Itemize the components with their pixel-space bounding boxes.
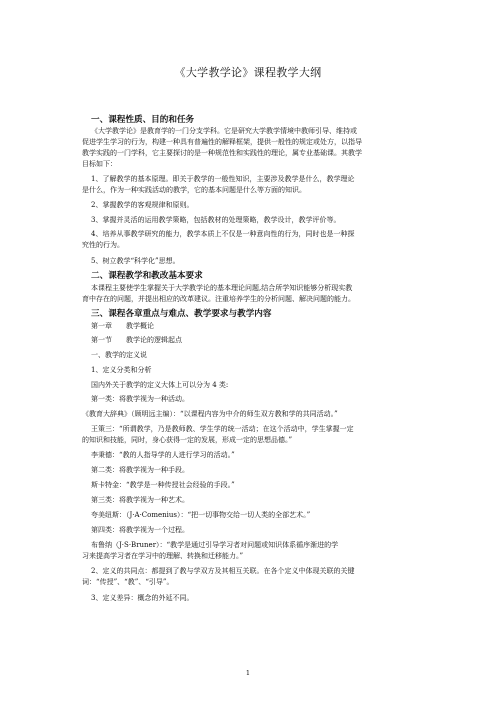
content-line: 布鲁纳（J·S·Bruner）：“教学是通过引导学习者对问题或知识体系循序渐进的学 bbox=[91, 541, 339, 549]
content-line: 2、定义的共同点：都提到了教与学双方及其相互关联。在各个定义中体现关联的关键 bbox=[91, 567, 355, 575]
section-heading-3: 三、课程各章重点与难点、教学要求与教学内容 bbox=[91, 309, 272, 319]
content-line: 国内外关于教学的定义大体上可以分为 4 类: bbox=[91, 381, 229, 389]
section-subheading: 第一节 教学论的逻辑起点 bbox=[91, 336, 182, 344]
content-line: 习来提高学习者在学习中的理解、转换和迁移能力。” bbox=[82, 552, 244, 560]
section-heading-1: 一、课程性质、目的和任务 bbox=[91, 115, 195, 125]
content-line: 夸美纽斯：（J·A·Comenius）：“把一切事物交给一切人类的全部艺术。” bbox=[91, 511, 311, 519]
goal-item-cont: 是什么，作为一种实践活动的教学，它的基本问题是什么等方面的知识。 bbox=[82, 186, 306, 194]
page-number: 1 bbox=[245, 669, 251, 677]
paragraph-line: 促进学生学习的行为，构建一种具有普遍性的解释框架，提供一般性的规定或处方，以指导 bbox=[82, 138, 362, 146]
paragraph-line: 《大学教学论》是教育学的一门分支学科。它是研究大学教学情境中教师引导、维持或 bbox=[91, 127, 357, 135]
content-line: 第二类：将教学视为一种手段。 bbox=[91, 466, 189, 474]
content-line: 1、定义分类和分析 bbox=[91, 366, 152, 374]
paragraph-line: 本课程主要使学生掌握关于大学教学论的基本理论问题,结合所学知识能够分析现实教 bbox=[91, 284, 353, 292]
chapter-heading: 第一章 教学概论 bbox=[91, 322, 154, 330]
goal-item: 4、培养从事教学研究的能力，教学本质上不仅是一种意向性的行为，同时也是一种探 bbox=[91, 230, 355, 238]
goal-item: 2、掌握教学的客观规律和原则。 bbox=[91, 201, 194, 209]
content-line: 词：“传授”、“教”、“引导”。 bbox=[82, 578, 174, 586]
section-heading-2: 二、课程教学和教改基本要求 bbox=[91, 271, 203, 281]
content-line: 斯卡特金：“教学是一种传授社会经验的手段。” bbox=[91, 481, 235, 489]
content-line: 第三类：将教学视为一种艺术。 bbox=[91, 496, 189, 504]
content-line: 的知识和技能，同时，身心获得一定的发展，形成一定的思想品德。” bbox=[82, 436, 293, 444]
paragraph-line: 目标如下： bbox=[82, 160, 117, 168]
document-title: 《大学教学论》课程教学大纲 bbox=[174, 66, 322, 79]
goal-item: 5、树立教学“科学化”思想。 bbox=[91, 257, 180, 265]
content-line: 李秉德：“教的人指导学的人进行学习的活动。” bbox=[91, 451, 235, 459]
content-line: 王策三：“所谓教学，乃是教师教、学生学的统一活动；在这个活动中，学生掌握一定 bbox=[91, 425, 354, 433]
content-line: 3、定义差异：概念的外延不同。 bbox=[91, 594, 194, 602]
subheading: 一、教学的定义说 bbox=[91, 351, 147, 359]
goal-item-cont: 究性的行为。 bbox=[82, 241, 124, 249]
goal-item: 1、了解教学的基本原理。即关于教学的一般性知识，主要涉及教学是什么，教学理论 bbox=[91, 175, 355, 183]
content-line: 第四类：将教学视为一个过程。 bbox=[91, 526, 189, 534]
paragraph-line: 教学实践的一门学科，它主要探讨的是一种规范性和实践性的理论，属专业基础课。其教学 bbox=[82, 149, 362, 157]
content-line: 第一类：将教学视为一种活动。 bbox=[91, 395, 189, 403]
content-line: 《教育大辞典》（顾明远主编）：“以课程内容为中介的师生双方教和学的共同活动。” bbox=[82, 410, 338, 418]
paragraph-line: 育中存在的问题，并提出相应的改革建议。注重培养学生的分析问题、解决问题的能力。 bbox=[82, 295, 355, 303]
goal-item: 3、掌握并灵活的运用教学策略，包括教材的处理策略，教学设计，教学评价等。 bbox=[91, 216, 341, 224]
